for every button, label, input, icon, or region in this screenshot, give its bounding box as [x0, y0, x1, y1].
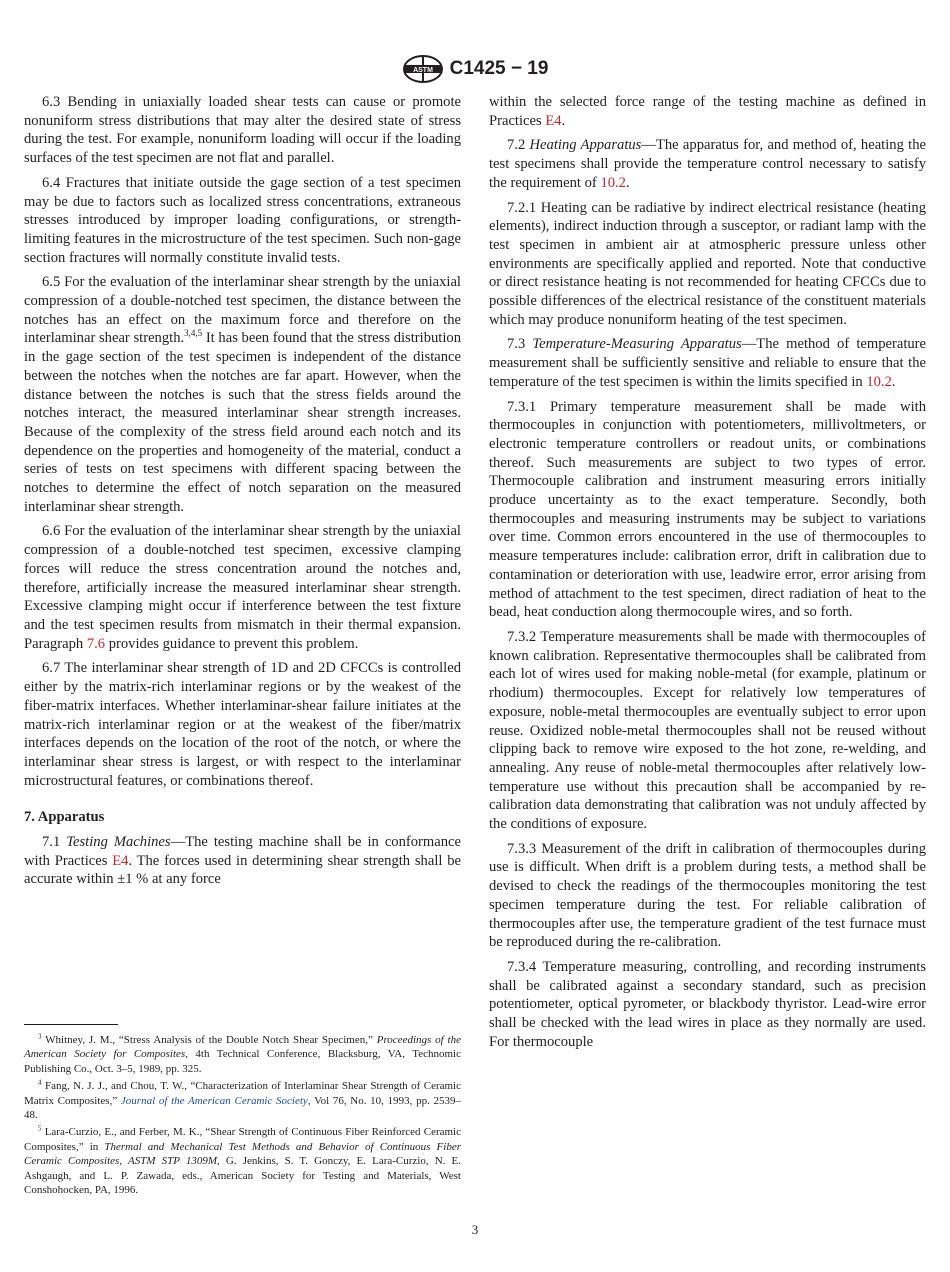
paragraph-6-5 — [24, 273, 461, 516]
paragraph-7-1-cont-end: . — [561, 112, 566, 129]
journal-link[interactable]: Journal of the American Ceramic Society — [120, 1094, 308, 1107]
footnote-5-marker: 5 — [38, 1124, 42, 1133]
paragraph-6-6-text: 6.6 For the evaluation of the interlaminar shear strength by the uniaxial compression of a double-notched test specimen, excessive clamping forces will reduce the stress concentration around the notches and, therefore, artificially increase the measured interlaminar shear strength. Excessive clamping might occur if interference between the test fixture and the test specimen results from mismatch in their thermal expansion. Paragraph — [24, 523, 461, 652]
paragraph-7-3-4: 7.3.4 Temperature measuring, controlling, and recording instruments shall be calibrated against a secondary standard, such as precision potentiometer, optical pyrometer, or blackbody thyristor. Lead-wire error shall be checked with the lead wires in place as they normally are used. For thermocouple — [489, 958, 926, 1050]
paragraph-6-5-text: 6.5 For the evaluation of the interlaminar shear strength by the uniaxial compression of a double-notched test specimen, the distance between the notches has an effect on the maximum force and therefore on the interlaminar shear strength. — [24, 274, 461, 347]
xref-e4-link[interactable]: E4 — [112, 852, 129, 869]
paragraph-7-2-end: . — [625, 174, 630, 191]
paragraph-6-6 — [24, 522, 461, 653]
xref-10-2-link-2[interactable]: 10.2 — [866, 373, 892, 390]
footnote-3-marker: 3 — [38, 1032, 42, 1041]
paragraph-7-2 — [489, 136, 926, 192]
footnote-4-text-cont: , Vol 76, No. 10, 1993, pp. 2539–48. — [24, 1094, 462, 1122]
xref-e4-link-2[interactable]: E4 — [545, 112, 562, 129]
paragraph-7-2-1: 7.2.1 Heating can be radiative by indirect electrical resistance (heating elements), indirect induction through a susceptor, or radiant lamp with the test specimen in ambient air at atmospheric pressure unless other environments are specifically applied and reported. Note that conductive or direct resistance heating is not recommended for heating CFCCs due to possible differences of the electrical resistance of the constituent materials which may produce nonuniform heating of the test specimen. — [489, 199, 926, 328]
footnote-5 — [24, 1125, 461, 1197]
paragraph-7-1-text: —The testing machine shall be in conformance with Practices — [24, 834, 461, 869]
paragraph-7-3-end: . — [891, 373, 896, 390]
xref-7-6-link[interactable]: 7.6 — [86, 635, 106, 652]
paragraph-7-2-number: 7.2 — [507, 137, 530, 154]
paragraph-6-5-text-cont: It has been found that the stress distribution in the gage section of the test specimen is independent of the distance between the notches when the notches are far apart. However, when the distance between the notches is such that the stress fields around the notches interact, the measured interlaminar shear strength increases. Because of the complexity of the stress field around each notch and its dependence on the properties and homogeneity of the material, conduct a series of tests on test specimens with different spacing between the notches to determine the effect of notch separation on the measured interlaminar shear strength. — [24, 330, 461, 515]
footnote-4 — [24, 1079, 461, 1122]
paragraph-6-6-text-cont: provides guidance to prevent this problem. — [105, 635, 359, 652]
footnotes — [24, 1033, 461, 1200]
right-column — [489, 93, 926, 1057]
footnote-3-text: Whitney, J. M., “Stress Analysis of the Double Notch Shear Specimen,” — [41, 1034, 377, 1046]
astm-logo-icon — [402, 54, 444, 84]
footnote-5-title: Thermal and Mechanical Test Methods and Behavior of Continuous Fiber Ceramic Composites, ASTM STP 1309M — [24, 1140, 461, 1168]
paragraph-7-3-text: —The method of temperature measurement shall be sufficiently sensitive and reliable to ensure that the temperature of the test specimen is within the limits specified in — [489, 336, 927, 390]
page-header — [0, 52, 950, 86]
paragraph-7-1-text-cont: . The forces used in determining shear strength shall be accurate within ±1 % at any force — [24, 852, 461, 888]
footnote-3 — [24, 1033, 461, 1076]
paragraph-7-1-cont-text: within the selected force range of the testing machine as defined in Practices — [489, 94, 926, 129]
paragraph-7-1 — [24, 833, 461, 889]
footnote-4-text: Fang, N. J. J., and Chou, T. W., “Characterization of Interlaminar Shear Strength of Ceramic Matrix Composites,” — [24, 1080, 461, 1107]
paragraph-7-2-text: —The apparatus for, and method of, heating the test specimens shall provide the temperature control necessary to satisfy the requirement of — [489, 137, 926, 191]
section-heading-apparatus: 7. Apparatus — [24, 809, 105, 826]
footnote-5-text-cont: , G. Jenkins, S. T. Gonczy, E. Lara-Curzio, N. E. Ashgaugh, and L. P. Zawada, eds., American Society for Testing and Materials, West Conshohocken, PA, 1996. — [24, 1155, 461, 1197]
paragraph-7-3-1: 7.3.1 Primary temperature measurement shall be made with thermocouples in conjunction with potentiometers, millivoltmeters, or electronic temperature controllers or readout units, or combinations thereof. Such measurements are subject to two types of error. Thermocouple calibration and instrument measuring errors initially produce uncertainty as to the exact temperature. Secondly, both thermocouples and measuring instruments may be subject to variations over time. Common errors encountered in the use of thermocouples to measure temperatures include: calibration error, drift in calibration due to contamination or deterioration with use, leadwire error, error arising from method of attachment to the test specimen, direct radiation of heat to the bead, heat conduction along thermocouple wires, and so forth. — [489, 398, 926, 621]
paragraph-7-1-number: 7.1 — [42, 834, 67, 851]
footnote-ref-3-4-5[interactable]: 3,4,5 — [184, 328, 203, 339]
svg-text:ASTM: ASTM — [412, 67, 433, 74]
paragraph-7-3-title: Temperature-Measuring Apparatus — [532, 336, 742, 353]
footnote-3-text-cont: , 4th Technical Conference, Blacksburg, VA, Technomic Publishing Co., Oct. 3–5, 1989, pp. 325. — [24, 1048, 461, 1075]
paragraph-7-1-continued — [489, 93, 926, 130]
footnote-3-title: Proceedings of the American Society for Composites — [24, 1034, 461, 1061]
paragraph-7-3-3: 7.3.3 Measurement of the drift in calibration of thermocouples during use is difficult. When drift is a problem during tests, a method shall be devised to check the readings of the thermocouples monitoring the test specimen temperature during the test. For reliable calibration of thermocouples after use, the temperature gradient of the test furnace must be reproduced during the re-calibration. — [489, 840, 926, 951]
paragraph-7-3-number: 7.3 — [507, 336, 533, 353]
paragraph-7-3-2: 7.3.2 Temperature measurements shall be made with thermocouples of known calibration. Representative thermocouples shall be calibrated from each lot of wires used for making noble-metal (for example, platinum or rhodium) thermocouples. Except for relatively low temperatures of exposure, noble-metal thermocouples are eventually subject to error upon reuse. Oxidized noble-metal thermocouples shall not be reused without clipping back to remove wire exposed to the hot zone, re-welding, and annealing. Any reuse of noble-metal thermocouples after relatively low-temperature use without this precaution shall be accompanied by re-calibration data demonstrating that calibration was not unduly affected by the conditions of exposure. — [489, 628, 926, 833]
footnote-5-text: Lara-Curzio, E., and Ferber, M. K., “Shear Strength of Continuous Fiber Reinforced Ceramic Composites,” in — [24, 1126, 461, 1153]
paragraph-6-3: 6.3 Bending in uniaxially loaded shear tests can cause or promote nonuniform stress distributions that may alter the desired state of stress during the test. For example, nonuniform loading will occur if the loading surfaces of the test specimen are not flat and parallel. — [24, 94, 461, 167]
paragraph-7-2-title: Heating Apparatus — [529, 137, 642, 154]
paragraph-6-7: 6.7 The interlaminar shear strength of 1D and 2D CFCCs is controlled either by the matrix-rich interlaminar regions or by the weakest of the fiber-matrix interfaces. Whether interlaminar-shear failure initiates at the matrix-rich interlaminar region or at the weakest of the fiber/matrix interfaces depends on the location of the root of the notch, or where the interlaminar shear stress is largest, or with respect to the interlaminar microstructural features, or combinations thereof. — [24, 660, 461, 789]
left-column — [24, 93, 461, 895]
paragraph-6-4: 6.4 Fractures that initiate outside the gage section of a test specimen may be due to factors such as localized stress concentrations, extraneous stresses introduced by improper loading configurations, or strength-limiting features in the microstructure of the test specimen. Such non-gage section fractures will normally constitute invalid tests. — [24, 174, 461, 266]
footnote-divider — [24, 1024, 118, 1025]
page-number: 3 — [471, 1222, 479, 1237]
footnote-4-marker: 4 — [38, 1078, 42, 1087]
paragraph-7-1-title: Testing Machines — [66, 834, 171, 851]
xref-10-2-link[interactable]: 10.2 — [600, 174, 626, 191]
paragraph-7-3 — [489, 335, 926, 391]
document-designation: C1425 − 19 — [449, 58, 549, 79]
